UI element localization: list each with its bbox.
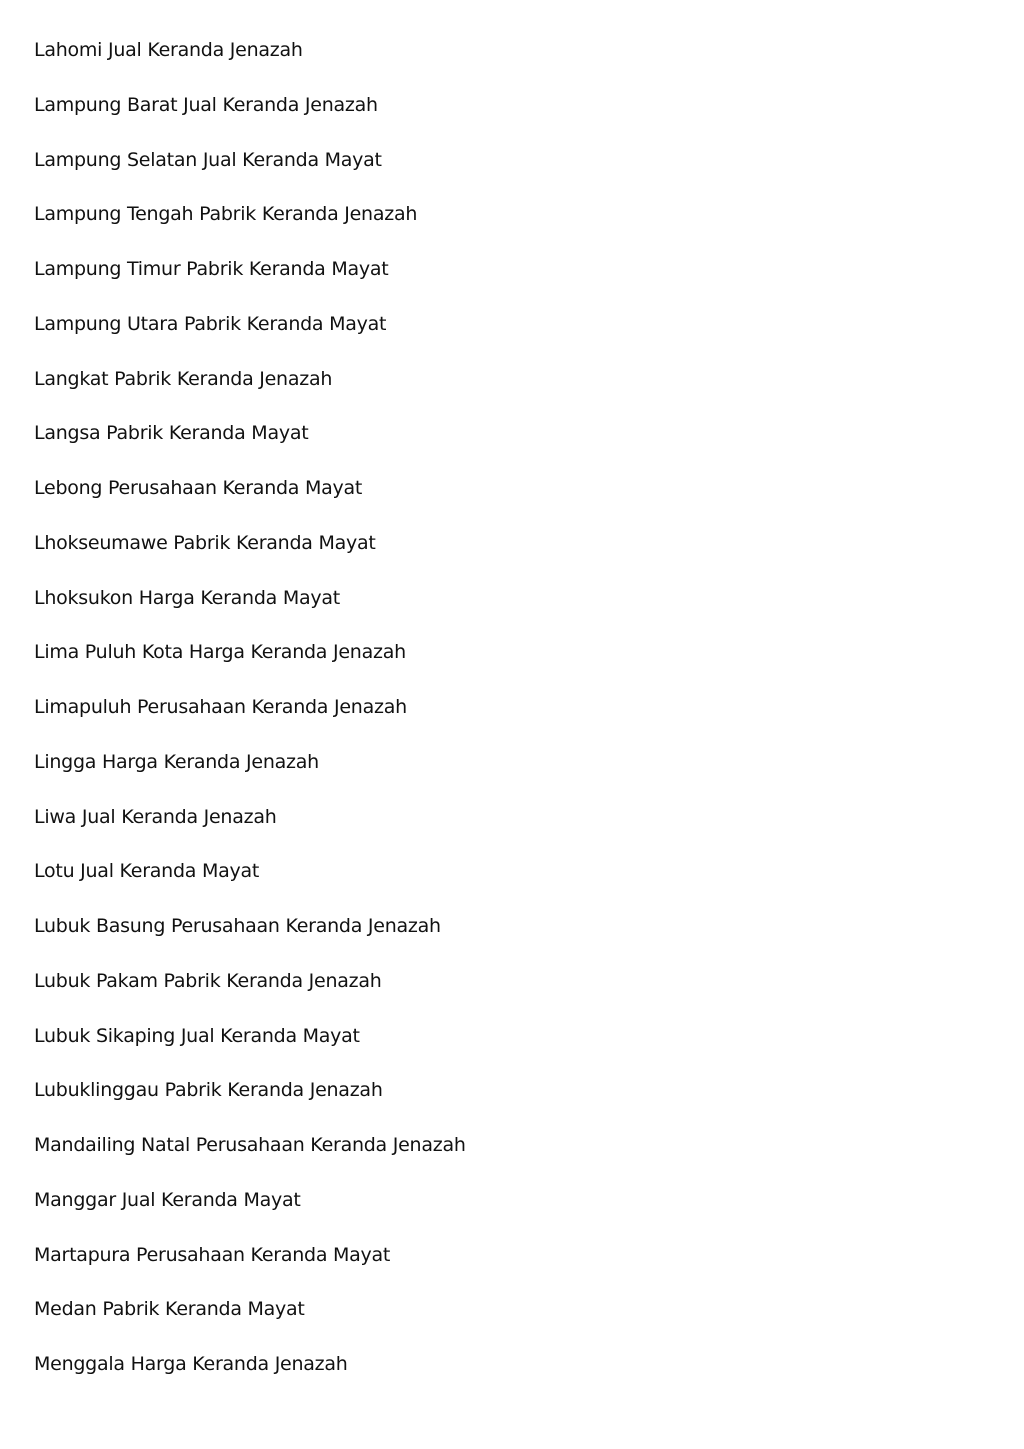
list-item: Limapuluh Perusahaan Keranda Jenazah [34,696,407,718]
list-item: Langsa Pabrik Keranda Mayat [34,422,309,445]
list-item: Lampung Barat Jual Keranda Jenazah [34,93,378,116]
list-item: Lampung Timur Pabrik Keranda Mayat [34,258,389,280]
list-item: Lima Puluh Kota Harga Keranda Jenazah [34,641,406,664]
location-list [34,36,466,1405]
list-item: Lebong Perusahaan Keranda Mayat [34,477,363,499]
list-item: Lampung Tengah Pabrik Keranda Jenazah [34,203,418,226]
list-item: Lubuk Pakam Pabrik Keranda Jenazah [34,969,382,992]
list-item: Lampung Selatan Jual Keranda Mayat [34,148,382,171]
list-item: Lingga Harga Keranda Jenazah [34,750,319,773]
list-item: Lubuk Basung Perusahaan Keranda Jenazah [34,915,441,937]
list-item: Mandailing Natal Perusahaan Keranda Jenazah [34,1134,466,1156]
list-item: Lhokseumawe Pabrik Keranda Mayat [34,531,376,554]
list-item: Liwa Jual Keranda Jenazah [34,805,277,828]
list-item: Manggar Jual Keranda Mayat [34,1188,301,1211]
list-item: Menggala Harga Keranda Jenazah [34,1353,348,1375]
list-item: Lotu Jual Keranda Mayat [34,860,260,883]
list-item: Martapura Perusahaan Keranda Mayat [34,1243,391,1266]
list-item: Lhoksukon Harga Keranda Mayat [34,586,340,609]
list-item: Langkat Pabrik Keranda Jenazah [34,367,333,390]
list-item: Lampung Utara Pabrik Keranda Mayat [34,312,387,335]
list-item: Lubuklinggau Pabrik Keranda Jenazah [34,1079,383,1102]
list-item: Lubuk Sikaping Jual Keranda Mayat [34,1024,360,1047]
list-item: Lahomi Jual Keranda Jenazah [34,39,303,61]
list-item: Medan Pabrik Keranda Mayat [34,1298,305,1321]
